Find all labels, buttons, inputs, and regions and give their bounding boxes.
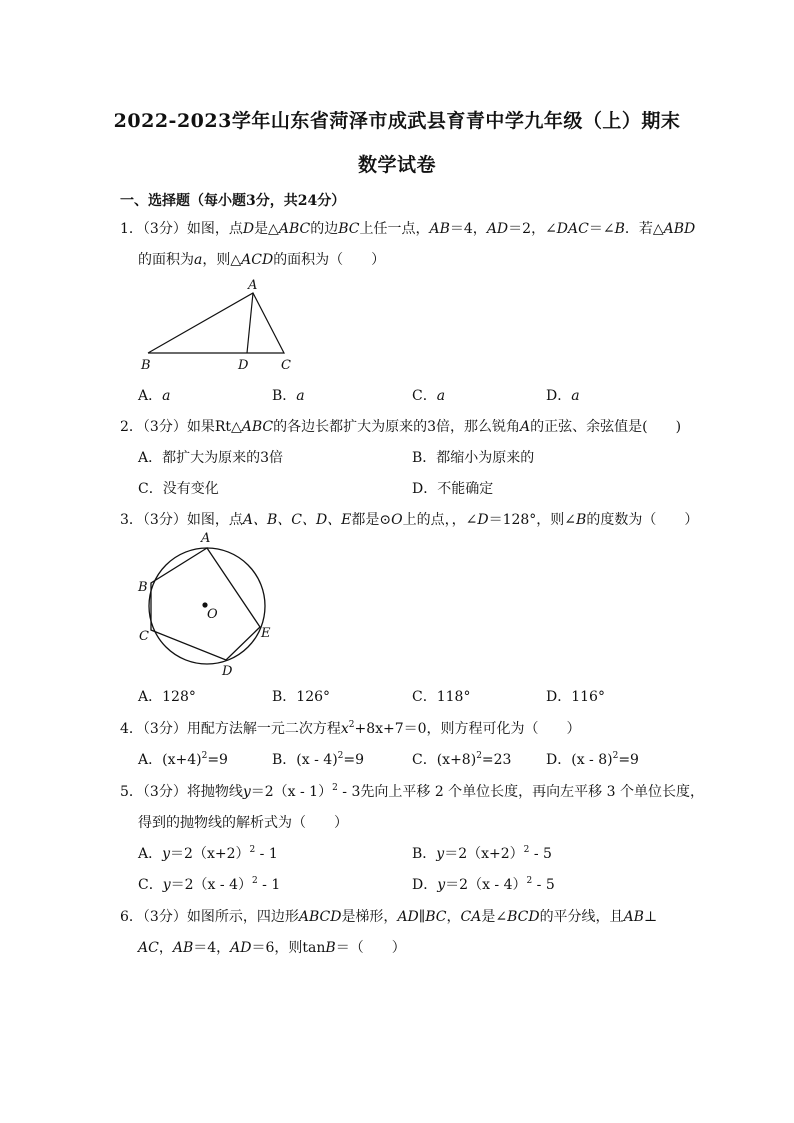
label-o: O <box>207 607 218 622</box>
option-rest: =23 <box>481 752 512 768</box>
option-base: ＝2（x - 4） <box>445 877 527 893</box>
q3-option-c[interactable] <box>412 686 470 706</box>
option-base: (x - 4) <box>296 752 338 768</box>
option-letter: C． <box>138 877 163 893</box>
option-letter: B． <box>272 689 297 705</box>
option-value: a <box>162 388 171 404</box>
q1-triangle-figure <box>135 276 305 376</box>
q3-option-a[interactable] <box>138 686 196 706</box>
option-exponent: 2 <box>201 751 208 761</box>
q3-var: O <box>391 512 403 528</box>
label-c: C <box>281 358 291 373</box>
q3-text: 都是⊙ <box>351 512 392 528</box>
q3-option-b[interactable] <box>272 686 330 706</box>
option-value: 不能确定 <box>437 481 494 497</box>
option-letter: D． <box>546 689 572 705</box>
q6-var: AC <box>138 940 159 956</box>
q1-option-d[interactable] <box>546 385 580 405</box>
option-value: 128° <box>162 689 196 705</box>
q1-text: ＝4， <box>449 221 487 237</box>
option-rest: - 1 <box>255 846 278 862</box>
q5-text: 5．（3分）将抛物线 <box>120 784 243 800</box>
q3-option-d[interactable] <box>546 686 605 706</box>
q3-var: B <box>576 512 587 528</box>
q1-text: 上任一点， <box>359 221 430 237</box>
q4-exponent: 2 <box>348 720 355 730</box>
option-value: 没有变化 <box>162 481 219 497</box>
q5-exponent: 2 <box>332 783 338 793</box>
option-value: a <box>571 388 580 404</box>
question-1-line2 <box>138 249 385 269</box>
segment-ad <box>247 293 253 353</box>
option-letter: C． <box>412 388 437 404</box>
triangle-abc <box>148 293 284 353</box>
q3-text: 3．（3分）如图，点 <box>120 512 243 528</box>
option-letter: B． <box>412 846 437 862</box>
q5-option-c[interactable] <box>138 874 280 894</box>
option-letter: B． <box>412 450 437 466</box>
question-2-line1 <box>120 416 681 436</box>
option-exponent: 2 <box>337 751 344 761</box>
label-d: D <box>222 664 233 678</box>
option-exponent: 2 <box>476 751 482 761</box>
q1-var: ABD <box>663 221 696 237</box>
q1-var: AB <box>429 221 450 237</box>
label-e: E <box>261 626 271 641</box>
q3-var: D <box>477 512 489 528</box>
label-c: C <box>139 629 149 644</box>
q1-var: ACD <box>241 252 274 268</box>
q6-text: ， <box>158 940 173 956</box>
q2-option-c[interactable] <box>138 478 219 498</box>
q6-var: AD <box>397 909 419 925</box>
q3-circle-figure <box>130 530 280 678</box>
q6-var: BC <box>425 909 447 925</box>
q1-text: 的边 <box>310 221 339 237</box>
q3-text: 上的点，，∠ <box>402 512 478 528</box>
q5-option-a[interactable] <box>138 843 278 863</box>
q5-text: - 3先向上平移 2 个单位长度，再向左平移 3 个单位长度， <box>337 784 704 800</box>
option-var: y <box>437 877 446 893</box>
q1-text: ＝2，∠ <box>508 221 557 237</box>
q6-text: 6．（3分）如图所示，四边形 <box>120 909 299 925</box>
label-b: B <box>138 580 148 595</box>
option-value: a <box>436 388 446 404</box>
section-heading-choice: 一、选择题（每小题3分，共24分） <box>120 193 346 209</box>
question-3-line1 <box>120 509 698 529</box>
option-letter: D． <box>546 752 572 768</box>
option-var: y <box>436 846 445 862</box>
option-exponent: 2 <box>523 845 530 855</box>
option-letter: B． <box>272 752 297 768</box>
q1-var: ABC <box>278 221 311 237</box>
q4-text: +8x+7＝0，则方程可化为（ ） <box>354 721 581 737</box>
option-letter: A． <box>138 846 163 862</box>
q1-option-c[interactable] <box>412 385 445 405</box>
q2-text: 的正弦、余弦值是( ) <box>530 419 682 435</box>
q1-option-a[interactable] <box>138 385 170 405</box>
question-5-line2: 得到的抛物线的解析式为（ ） <box>138 815 348 831</box>
q6-text: ＝4， <box>193 940 231 956</box>
q6-text: ＝（ ） <box>335 940 406 956</box>
q1-var: DAC <box>556 221 589 237</box>
option-value: 126° <box>296 689 331 705</box>
option-letter: C． <box>412 689 437 705</box>
option-rest: - 5 <box>532 877 555 893</box>
exam-title-line1: 2022-2023学年山东省菏泽市成武县育青中学九年级（上）期末 <box>113 110 681 132</box>
option-exponent: 2 <box>251 876 258 886</box>
option-letter: C． <box>412 752 437 768</box>
q2-var: ABC <box>241 419 274 435</box>
option-var: y <box>162 846 171 862</box>
option-base: (x+8) <box>436 752 477 768</box>
question-6-line2 <box>138 937 406 957</box>
q3-var: A、B、C、D、E <box>242 512 352 528</box>
q5-option-b[interactable] <box>412 843 552 863</box>
q1-text: ＝∠ <box>588 221 615 237</box>
option-base: ＝2（x+2） <box>170 846 250 862</box>
q4-option-d[interactable] <box>546 749 639 769</box>
q4-text: 4．（3分）用配方法解一元二次方程 <box>120 721 341 737</box>
q5-text: ＝2（x - 1） <box>250 784 333 800</box>
option-letter: B． <box>272 388 297 404</box>
q4-option-c[interactable] <box>412 749 511 769</box>
question-5-line1 <box>120 781 704 801</box>
exam-title-line2: 数学试卷 <box>357 154 436 176</box>
q1-var: B <box>614 221 625 237</box>
q6-text: ＝6，则tan <box>251 940 326 956</box>
option-letter: D． <box>412 877 438 893</box>
q6-var: BCD <box>507 909 540 925</box>
q3-text: 的度数为（ ） <box>586 512 699 528</box>
label-b: B <box>141 358 151 373</box>
option-letter: A． <box>138 388 163 404</box>
q6-text: 是∠ <box>481 909 508 925</box>
q2-text: 的各边长都扩大为原来的3倍，那么锐角 <box>273 419 521 435</box>
option-rest: - 1 <box>257 877 281 893</box>
question-1-line1 <box>120 218 695 238</box>
q6-text: ， <box>446 909 461 925</box>
q6-var: B <box>325 940 336 956</box>
option-base: (x+4) <box>162 752 202 768</box>
option-value: a <box>296 388 305 404</box>
q1-var: D <box>242 221 255 237</box>
q6-text: ⊥ <box>643 909 658 925</box>
option-letter: A． <box>138 689 163 705</box>
q1-text: ，则△ <box>202 252 242 268</box>
label-a: A <box>248 278 258 293</box>
option-letter: A． <box>138 450 163 466</box>
q6-var: AB <box>623 909 644 925</box>
question-4-line1 <box>120 718 581 738</box>
option-letter: D． <box>412 481 438 497</box>
q2-option-d[interactable] <box>412 478 493 498</box>
q6-text: ∥ <box>418 909 426 925</box>
option-rest: - 5 <box>529 846 552 862</box>
q1-text: 的面积为 <box>138 252 194 268</box>
option-rest: =9 <box>207 752 228 768</box>
option-rest: =9 <box>618 752 639 768</box>
option-value: 都缩小为原来的 <box>436 450 535 466</box>
label-a: A <box>201 531 211 546</box>
q1-var: a <box>194 252 203 268</box>
q6-text: 的平分线，且 <box>539 909 624 925</box>
q6-var: CA <box>460 909 482 925</box>
q6-text: 是梯形， <box>341 909 398 925</box>
option-letter: C． <box>138 481 163 497</box>
q4-option-a[interactable] <box>138 749 228 769</box>
q4-var: x <box>340 721 349 737</box>
option-letter: D． <box>546 388 572 404</box>
q1-text: 1．（3分）如图，点 <box>120 221 243 237</box>
q1-option-b[interactable] <box>272 385 305 405</box>
q2-option-b[interactable] <box>412 447 534 467</box>
q1-var: AD <box>486 221 509 237</box>
q6-var: ABCD <box>298 909 342 925</box>
q6-var: AB <box>172 940 194 956</box>
question-6-line1 <box>120 906 657 926</box>
q5-option-d[interactable] <box>412 874 555 894</box>
option-exponent: 2 <box>526 876 533 886</box>
q2-var: A <box>520 419 531 435</box>
q1-var: BC <box>338 221 360 237</box>
option-exponent: 2 <box>612 751 619 761</box>
option-base: (x - 8) <box>571 752 613 768</box>
option-base: ＝2（x+2） <box>444 846 524 862</box>
q6-var: AD <box>230 940 252 956</box>
q1-text: 的面积为（ ） <box>273 252 386 268</box>
option-var: y <box>162 877 171 893</box>
q2-text: 2．（3分）如果Rt△ <box>120 419 242 435</box>
option-value: 116° <box>571 689 605 705</box>
option-value: 都扩大为原来的3倍 <box>162 450 284 466</box>
option-letter: A． <box>138 752 163 768</box>
option-value: 118° <box>436 689 471 705</box>
q5-var: y <box>242 784 251 800</box>
option-rest: =9 <box>343 752 365 768</box>
option-exponent: 2 <box>249 845 256 855</box>
q3-text: ＝128°，则∠ <box>488 512 577 528</box>
q4-option-b[interactable] <box>272 749 364 769</box>
q1-text: 是△ <box>254 221 279 237</box>
q1-text: ．若△ <box>624 221 664 237</box>
label-d: D <box>238 358 249 373</box>
q2-option-a[interactable] <box>138 447 283 467</box>
option-base: ＝2（x - 4） <box>170 877 252 893</box>
